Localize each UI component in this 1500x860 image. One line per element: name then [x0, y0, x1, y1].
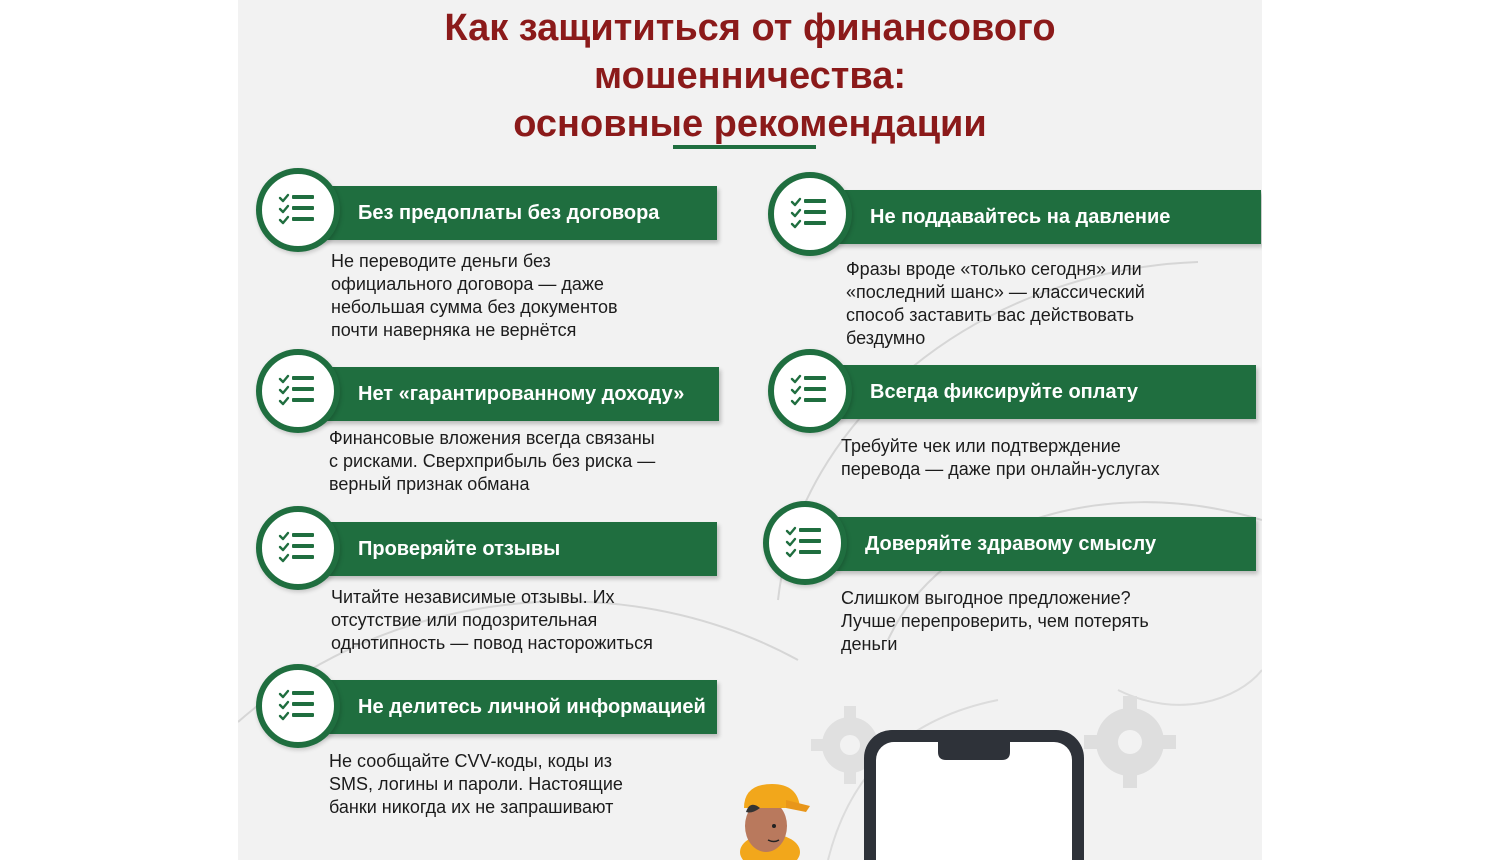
- tip-title: Не поддавайтесь на давление: [870, 206, 1171, 228]
- tip-title: Проверяйте отзывы: [358, 538, 561, 560]
- tip-title: Доверяйте здравому смыслу: [865, 533, 1157, 555]
- gear-icon: [1084, 696, 1176, 788]
- title-line-2: мошенничества:: [594, 55, 906, 97]
- tip-title: Всегда фиксируйте оплату: [870, 381, 1138, 403]
- tip-description: Фразы вроде «только сегодня» или «последний шанс» — классический способ заставить вас действовать бездумно: [846, 259, 1145, 348]
- illustration: [238, 0, 1262, 860]
- tip-description: Финансовые вложения всегда связаны с рисками. Сверхприбыль без риска — верный признак обмана: [329, 428, 656, 494]
- tip-description: Не переводите деньги без официального договора — даже небольшая сумма без документов почти наверняка не вернётся: [331, 251, 618, 340]
- tip-title: Не делитесь личной информацией: [358, 696, 706, 718]
- tip-title: Без предоплаты без договора: [358, 202, 660, 224]
- tip-title: Нет «гарантированному доходу»: [358, 383, 685, 405]
- tip-description: Не сообщайте CVV-коды, коды из SMS, логины и пароли. Настоящие банки никогда их не запрашивают: [329, 751, 623, 817]
- title-line-1: Как защититься от финансового: [444, 7, 1056, 49]
- title-line-3: основные рекомендации: [513, 103, 987, 145]
- infographic-poster: [238, 0, 1262, 860]
- tip-description: Читайте независимые отзывы. Их отсутствие или подозрительная однотипность — повод насторожиться: [331, 587, 653, 653]
- worker-icon: [740, 784, 810, 860]
- tip-description: Слишком выгодное предложение? Лучше перепроверить, чем потерять деньги: [841, 588, 1149, 654]
- tip-description: Требуйте чек или подтверждение перевода — даже при онлайн-услугах: [841, 436, 1160, 479]
- smartphone-icon: [864, 730, 1084, 860]
